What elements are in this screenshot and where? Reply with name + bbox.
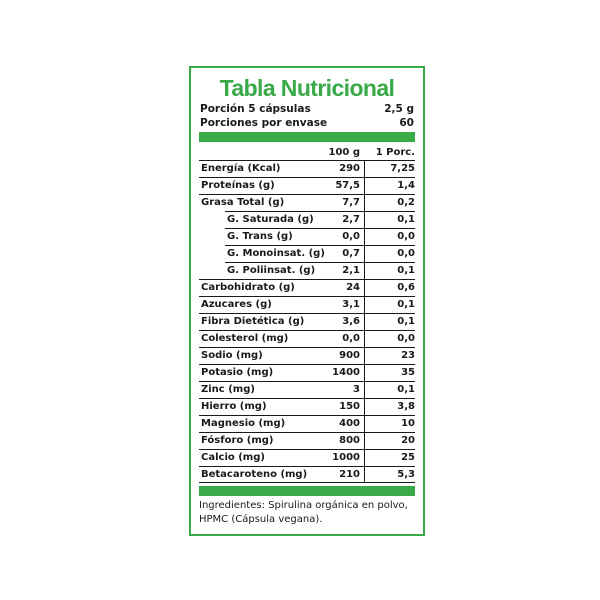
nutrient-name: Colesterol (mg): [201, 333, 289, 344]
column-separator: [364, 347, 365, 364]
table-row: [199, 466, 415, 483]
portion-label: Porción 5 cápsulas: [200, 103, 311, 115]
table-row: [199, 160, 415, 177]
value-100g: 800: [339, 435, 360, 446]
value-100g: 24: [346, 282, 360, 293]
nutrient-name: Betacaroteno (mg): [201, 469, 308, 480]
value-100g: 900: [339, 350, 360, 361]
value-100g: 1000: [332, 452, 360, 463]
table-row: [199, 432, 415, 449]
table-row: [199, 279, 415, 296]
ingredients-text: [199, 499, 415, 527]
ingredients-line: Ingredientes: Spirulina orgánica en polvo,: [199, 500, 408, 511]
column-separator: [364, 228, 365, 245]
table-row: [199, 398, 415, 415]
value-portion: 25: [401, 452, 415, 463]
nutrient-name: Azucares (g): [201, 299, 272, 310]
nutrient-table: [199, 160, 415, 483]
value-portion: 20: [401, 435, 415, 446]
value-portion: 0,2: [397, 197, 415, 208]
column-separator: [364, 449, 365, 466]
green-divider-top: [199, 132, 415, 142]
value-portion: 0,1: [397, 299, 415, 310]
value-100g: 400: [339, 418, 360, 429]
nutrient-name: Energía (Kcal): [201, 163, 281, 174]
value-100g: 210: [339, 469, 360, 480]
value-portion: 0,1: [397, 265, 415, 276]
label-title: Tabla Nutricional: [219, 75, 395, 101]
portion-row: [200, 102, 414, 116]
nutrient-name: Fósforo (mg): [201, 435, 274, 446]
value-portion: 10: [401, 418, 415, 429]
value-100g: 3,1: [342, 299, 360, 310]
table-row: [225, 228, 415, 245]
table-row: [199, 194, 415, 211]
table-row: [225, 262, 415, 279]
nutrient-name: Zinc (mg): [201, 384, 255, 395]
value-100g: 3,6: [342, 316, 360, 327]
value-100g: 57,5: [335, 180, 360, 191]
table-row: [199, 296, 415, 313]
value-portion: 5,3: [397, 469, 415, 480]
table-row: [199, 381, 415, 398]
column-separator: [364, 279, 365, 296]
nutrient-name: G. Trans (g): [227, 231, 293, 242]
column-separator: [364, 211, 365, 228]
value-portion: 0,0: [397, 231, 415, 242]
column-separator: [364, 381, 365, 398]
column-separator: [364, 330, 365, 347]
table-row: [199, 330, 415, 347]
ingredients-line: HPMC (Cápsula vegana).: [199, 514, 323, 525]
value-100g: 150: [339, 401, 360, 412]
column-separator: [364, 194, 365, 211]
nutrient-name: Proteínas (g): [201, 180, 275, 191]
value-100g: 7,7: [342, 197, 360, 208]
nutrition-label: [189, 66, 425, 536]
value-portion: 0,1: [397, 214, 415, 225]
value-100g: 1400: [332, 367, 360, 378]
nutrient-name: Potasio (mg): [201, 367, 274, 378]
nutrient-name: Magnesio (mg): [201, 418, 286, 429]
value-portion: 0,6: [397, 282, 415, 293]
column-separator: [364, 432, 365, 449]
table-row: [225, 245, 415, 262]
column-separator: [364, 466, 365, 483]
column-separator: [364, 160, 365, 177]
table-row: [199, 347, 415, 364]
nutrient-name: Sodio (mg): [201, 350, 263, 361]
value-100g: 3: [353, 384, 360, 395]
nutrient-name: Grasa Total (g): [201, 197, 285, 208]
portion-value: 2,5 g: [384, 103, 414, 115]
column-100g: 100 g: [328, 147, 360, 158]
value-100g: 290: [339, 163, 360, 174]
value-portion: 1,4: [397, 180, 415, 191]
servings-value: 60: [399, 117, 414, 129]
value-100g: 2,1: [342, 265, 360, 276]
value-100g: 2,7: [342, 214, 360, 225]
table-row: [199, 415, 415, 432]
value-portion: 0,0: [397, 248, 415, 259]
value-portion: 7,25: [390, 163, 415, 174]
value-portion: 0,1: [397, 316, 415, 327]
column-separator: [364, 364, 365, 381]
value-100g: 0,7: [342, 248, 360, 259]
table-row: [199, 449, 415, 466]
value-portion: 0,1: [397, 384, 415, 395]
column-separator: [364, 313, 365, 330]
nutrient-name: Calcio (mg): [201, 452, 265, 463]
value-100g: 0,0: [342, 333, 360, 344]
column-separator: [364, 415, 365, 432]
column-separator: [364, 245, 365, 262]
value-portion: 35: [401, 367, 415, 378]
column-portion: 1 Porc.: [375, 147, 415, 158]
value-portion: 3,8: [397, 401, 415, 412]
column-separator: [364, 398, 365, 415]
column-separator: [364, 177, 365, 194]
nutrient-name: G. Monoinsat. (g): [227, 248, 325, 259]
column-separator: [364, 296, 365, 313]
servings-row: [200, 116, 414, 130]
green-divider-bottom: [199, 486, 415, 496]
column-separator: [364, 262, 365, 279]
table-row: [199, 177, 415, 194]
column-header: [199, 146, 415, 160]
table-row: [225, 211, 415, 228]
nutrient-name: G. Poliinsat. (g): [227, 265, 316, 276]
table-row: [199, 364, 415, 381]
nutrient-name: Hierro (mg): [201, 401, 267, 412]
nutrient-name: Carbohidrato (g): [201, 282, 295, 293]
value-portion: 0,0: [397, 333, 415, 344]
nutrient-name: G. Saturada (g): [227, 214, 314, 225]
value-100g: 0,0: [342, 231, 360, 242]
value-portion: 23: [401, 350, 415, 361]
table-row: [199, 313, 415, 330]
nutrient-name: Fibra Dietética (g): [201, 316, 305, 327]
servings-label: Porciones por envase: [200, 117, 328, 129]
